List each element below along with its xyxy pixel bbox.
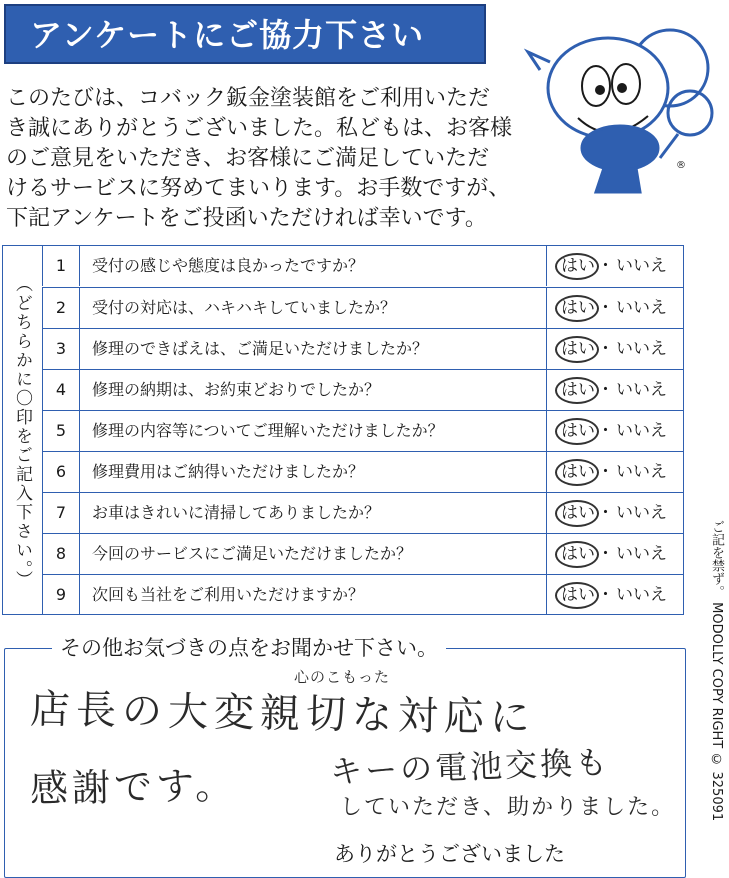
answer-yes[interactable]: はい [561,575,595,615]
answer-yes[interactable]: はい [561,452,595,492]
question-number: 1 [42,246,80,286]
circle-mark [555,295,599,322]
answer-no[interactable]: いいえ [616,421,667,441]
survey-row [42,369,684,410]
answer-no[interactable]: いいえ [616,298,667,318]
question-number: 3 [42,329,80,369]
question-text: 修理の納期は、お約束どおりでしたか？ [92,380,381,399]
instruction-label: （どちらかに〇印をご記入下さい。） [12,274,32,590]
answer-yes[interactable]: はい [561,246,595,286]
question-number: 4 [42,370,80,410]
answer-options[interactable]: はい ・ いいえ [546,329,684,369]
answer-no[interactable]: いいえ [616,380,667,400]
handwritten-line: キーの電池交換も [329,743,611,791]
survey-row [42,287,684,328]
circle-mark [555,253,599,280]
handwritten-line: 感謝です。 [29,763,238,811]
intro-line: このたびは、コバック鈑金塗装館をご利用いただ [6,86,491,111]
question-number: 6 [42,452,80,492]
question-number: 5 [42,411,80,451]
question-number: 7 [42,493,80,533]
answer-options[interactable]: はい ・ いいえ [546,411,684,451]
answer-options[interactable]: はい ・ いいえ [546,370,684,410]
handwritten-annotation: 心のこもった [294,668,391,686]
answer-options[interactable]: はい ・ いいえ [546,288,684,328]
registered-mark: ® [676,160,686,171]
answer-options[interactable]: はい ・ いいえ [546,493,684,533]
survey-row [42,328,684,369]
question-number: 8 [42,534,80,574]
handwritten-line: していただき、助かりました。 [340,795,676,820]
answer-no[interactable]: いいえ [616,544,667,564]
question-text: 受付の感じや態度は良かったですか？ [92,256,365,275]
survey-row [42,533,684,574]
answer-no[interactable]: いいえ [616,462,667,482]
circle-mark [555,336,599,363]
answer-no[interactable]: いいえ [616,503,667,523]
comment-title: その他お気づきの点をお聞かせ下さい。 [52,632,446,662]
intro-line: 下記アンケートをご投函いただければ幸いです。 [6,206,487,231]
question-text: 次回も当社をご利用いただけますか？ [92,585,365,604]
survey-row [42,492,684,533]
copyright-text: ご記を禁ず。 MODOLLY COPY RIGHT © 325091 [709,520,724,822]
answer-yes[interactable]: はい [561,370,595,410]
answer-no[interactable]: いいえ [616,256,667,276]
page-title: アンケートにご協力下さい [30,16,425,54]
question-number: 2 [42,288,80,328]
circle-mark [555,582,599,609]
survey-row [42,410,684,451]
answer-yes[interactable]: はい [561,493,595,533]
survey-row [42,451,684,492]
circle-mark [555,459,599,486]
intro-line: のご意見をいただき、お客様にご満足していただ [6,146,490,171]
question-text: お車はきれいに清掃してありましたか？ [92,503,381,522]
circle-mark [555,418,599,445]
answer-options[interactable]: はい ・ いいえ [546,246,684,286]
question-text: 受付の対応は、ハキハキしていましたか？ [92,298,397,317]
answer-yes[interactable]: はい [561,411,595,451]
handwritten-line: 店長の大変親切な対応に [29,686,537,742]
question-text: 今回のサービスにご満足いただけましたか？ [92,544,413,563]
mascot-illustration [520,8,720,198]
answer-yes[interactable]: はい [561,534,595,574]
intro-paragraph [6,84,526,234]
answer-no[interactable]: いいえ [616,339,667,359]
survey-row [42,246,684,287]
answer-options[interactable]: はい ・ いいえ [546,534,684,574]
circle-mark [555,377,599,404]
answer-no[interactable]: いいえ [616,585,667,605]
answer-options[interactable]: はい ・ いいえ [546,452,684,492]
question-text: 修理のできばえは、ご満足いただけましたか？ [92,339,429,358]
circle-mark [555,541,599,568]
survey-row [42,574,684,615]
answer-yes[interactable]: はい [561,329,595,369]
question-text: 修理費用はご納得いただけましたか？ [92,462,365,481]
intro-line: けるサービスに努めてまいります。お手数ですが、 [6,176,511,201]
question-number: 9 [42,575,80,615]
circle-mark [555,500,599,527]
intro-line: き誠にありがとうございました。私どもは、お客様 [6,116,513,141]
answer-yes[interactable]: はい [561,288,595,328]
closing-text: ありがとうございました [326,838,573,868]
question-text: 修理の内容等についてご理解いただけましたか？ [92,421,444,440]
answer-options[interactable]: はい ・ いいえ [546,575,684,615]
